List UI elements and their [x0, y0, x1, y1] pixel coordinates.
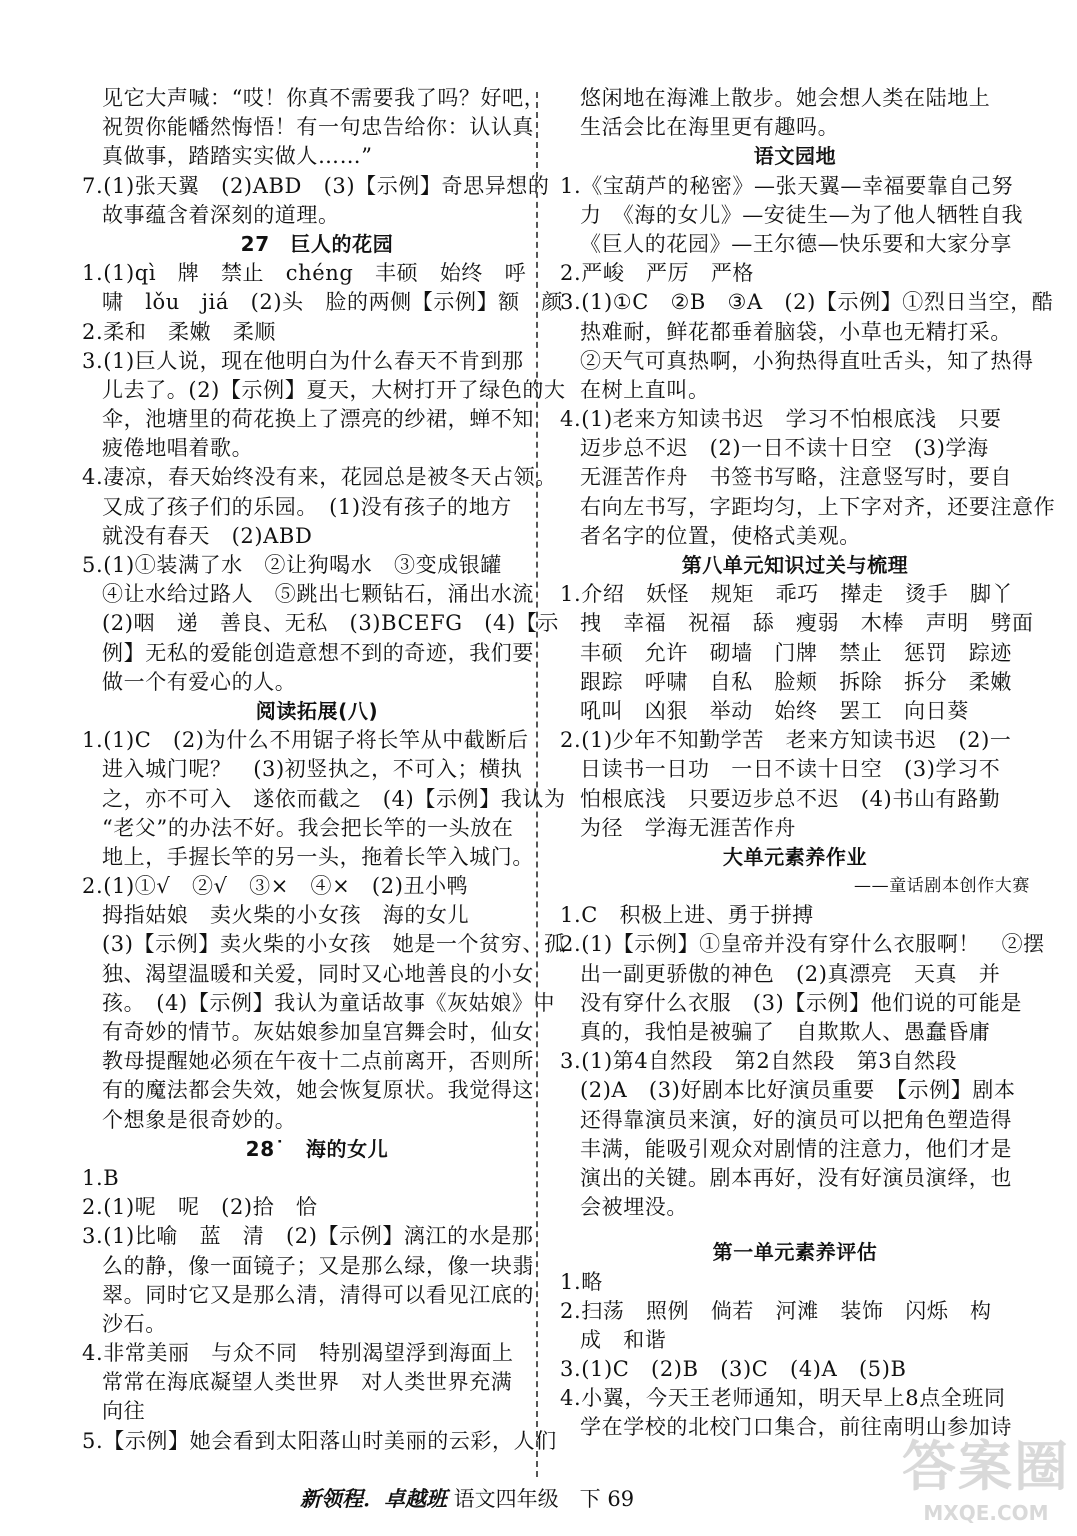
- text-line: 1.C 积极上进、勇于拼搏: [560, 903, 814, 928]
- text-line: 3.(1)比喻 蓝 清 (2)【示例】漓江的水是那: [82, 1224, 534, 1249]
- text-line: 3.(1)巨人说，现在他明白为什么春天不肯到那: [82, 348, 524, 373]
- text-line: 4.(1)老来方知读书迟 学习不怕根底浅 只要: [560, 407, 1002, 432]
- section-heading: 大单元素养作业: [722, 844, 868, 869]
- left-column: [82, 84, 566, 1456]
- text-line: “老父”的办法不好。我会把长竿的一头放在: [102, 815, 514, 840]
- right-column: [560, 84, 1056, 1443]
- text-line: 之，亦不可入 遂依而截之 (4)【示例】我认为: [102, 786, 566, 811]
- text-line: 个想象是很奇妙的。: [102, 1107, 297, 1132]
- watermark-text: 答案圈: [902, 1435, 1070, 1498]
- page-footer: [300, 1484, 634, 1514]
- text-line: 独、渴望温暖和关爱，同时又心地善良的小女: [102, 961, 534, 986]
- text-line: 3.(1)①C ②B ③A (2)【示例】①烈日当空，酷: [560, 290, 1054, 315]
- text-line: 向往: [102, 1399, 146, 1424]
- text-line: [560, 1222, 1030, 1238]
- text-line: 演出的关键。剧本再好，没有好演员演绎，也: [580, 1165, 1012, 1190]
- text-line: 拇指姑娘 卖火柴的小女孩 海的女儿: [102, 903, 470, 928]
- text-line: 1.(1)C (2)为什么不用锯子将长竿从中截断后: [82, 728, 529, 753]
- text-line: 4.小翼，今天王老师通知，明天早上8点全班同: [560, 1386, 1006, 1411]
- text-line: 2.(1)①√ ②√ ③× ④× (2)丑小鸭: [82, 874, 469, 899]
- text-line: 1.《宝葫芦的秘密》—张天翼—幸福要靠自己努: [560, 173, 1014, 198]
- text-line: 翠。同时它又是那么清，清得可以看见江底的: [102, 1282, 534, 1307]
- text-line: 2.(1)少年不知勤学苦 老来方知读书迟 (2)一: [560, 728, 1012, 753]
- text-line: 热难耐，鲜花都垂着脑袋，小草也无精打采。: [580, 319, 1012, 344]
- text-line: 真做事，踏踏实实做人……”: [102, 144, 373, 169]
- text-line: 2.(1)呢 呢 (2)拾 恰: [82, 1195, 318, 1220]
- text-line: 力 《海的女儿》—安徒生—为了他人牺牲自我: [580, 202, 1024, 227]
- text-line: (2)咽 递 善良、无私 (3)BCEFG (4)【示: [102, 611, 560, 636]
- text-line: 迈步总不迟 (2)一日不读十日空 (3)学海: [580, 436, 989, 461]
- text-line: 有奇妙的情节。灰姑娘参加皇宫舞会时，仙女: [102, 1020, 534, 1044]
- text-line: 《巨人的花园》—王尔德—快乐要和大家分享: [580, 231, 1012, 256]
- footer-subject: 语文四年级 下: [453, 1487, 601, 1511]
- text-line: 进入城门呢？ (3)初竖执之，不可入；横执: [102, 757, 523, 782]
- text-line: 5.【示例】她会看到太阳落山时美丽的云彩，人们: [82, 1428, 557, 1453]
- text-line: 2.严峻 严厉 严格: [560, 261, 755, 286]
- watermark-url: MXQE.COM: [923, 1501, 1049, 1525]
- text-line: 会被埋没。: [580, 1195, 688, 1220]
- text-line: 4.非常美丽 与众不同 特别渴望浮到海面上: [82, 1341, 514, 1366]
- section-heading: 第八单元知识过关与梳理: [681, 553, 909, 577]
- text-line: 丰硕 允许 砌墙 门牌 禁止 惩罚 踪迹: [580, 640, 1012, 665]
- text-line: ②天气可真热啊，小狗热得直吐舌头，知了热得: [580, 348, 1034, 373]
- text-line: 啸 lǒu jiá (2)头 脸的两侧【示例】额 颜: [102, 290, 563, 315]
- text-line: 故事蕴含着深刻的道理。: [102, 202, 340, 227]
- text-line: 1.略: [560, 1269, 603, 1294]
- text-line: 有的魔法都会失效，她会恢复原状。我觉得这: [102, 1078, 534, 1103]
- text-line: (3)【示例】卖火柴的小女孩 她是一个贫穷、孤: [102, 932, 566, 957]
- text-line: 3.(1)第4自然段 第2自然段 第3自然段: [560, 1049, 958, 1074]
- section-heading: 28˙ 海的女儿: [245, 1136, 389, 1161]
- section-heading: 27 巨人的花园: [240, 231, 394, 256]
- text-line: 学在学校的北校门口集合，前往南明山参加诗: [580, 1415, 1012, 1440]
- text-line: 丰满，能吸引观众对剧情的注意力，他们才是: [580, 1136, 1012, 1161]
- text-line: 例】无私的爱能创造意想不到的奇迹，我们要: [102, 640, 534, 665]
- text-line: 右向左书写，字距均匀，上下字对齐，还要注意作: [580, 494, 1056, 519]
- text-line: 教母提醒她必须在午夜十二点前离开，否则所: [102, 1049, 534, 1074]
- text-line: 吼叫 凶狠 举动 始终 罢工 向日葵: [580, 698, 969, 723]
- text-line: 就没有春天 (2)ABD: [102, 523, 313, 548]
- text-line: 儿去了。(2)【示例】夏天，大树打开了绿色的大: [102, 377, 566, 402]
- text-line: 4.凄凉，春天始终没有来，花园总是被冬天占领。: [82, 465, 557, 490]
- text-line: 又成了孩子们的乐园。 (1)没有孩子的地方: [102, 494, 512, 519]
- text-line: 跟踪 呼啸 自私 脸颊 拆除 拆分 柔嫩: [580, 669, 1012, 694]
- text-line: ④让水给过路人 ⑤跳出七颗钻石，涌出水流: [102, 582, 534, 607]
- text-line: 常常在海底凝望人类世界 对人类世界充满: [102, 1370, 513, 1395]
- text-line: 地上，手握长竿的另一头，拖着长竿入城门。: [102, 844, 534, 869]
- text-line: 还得靠演员来演，好的演员可以把角色塑造得: [580, 1107, 1012, 1132]
- text-line: 出一副更骄傲的神色 (2)真漂亮 天真 并: [580, 961, 1001, 986]
- text-line: 沙石。: [102, 1311, 167, 1336]
- text-line: 孩。 (4)【示例】我认为童话故事《灰姑娘》中: [102, 990, 556, 1015]
- text-line: 伞，池塘里的荷花换上了漂亮的纱裙，蝉不知: [102, 407, 534, 432]
- text-line: 无涯苦作舟 书签书写略，注意竖写时，要自: [580, 465, 1012, 490]
- text-line: 见它大声喊：“哎！你真不需要我了吗？好吧，: [102, 86, 546, 110]
- page-number: 69: [607, 1487, 635, 1511]
- text-line: 2.柔和 柔嫩 柔顺: [82, 319, 277, 344]
- text-line: 者名字的位置，使格式美观。: [580, 523, 861, 548]
- text-line: 在树上直叫。: [580, 377, 710, 402]
- text-line: 拽 幸福 祝福 舔 瘦弱 木棒 声明 劈面: [580, 611, 1034, 636]
- text-line: 生活会比在海里更有趣吗。: [580, 115, 840, 140]
- text-line: 日读书一日功 一日不读十日空 (3)学习不: [580, 757, 1001, 782]
- watermark-logo: [897, 1434, 1075, 1534]
- text-line: 没有穿什么衣服 (3)【示例】他们说的可能是: [580, 990, 1022, 1015]
- section-heading: 阅读拓展(八): [255, 698, 379, 723]
- text-line: 成 和谐: [580, 1327, 667, 1352]
- text-line: 3.(1)C (2)B (3)C (4)A (5)B: [560, 1357, 907, 1382]
- text-line: (2)A (3)好剧本比好演员重要 【示例】剧本: [580, 1078, 1016, 1103]
- column-divider: [536, 92, 538, 1477]
- text-line: 7.(1)张天翼 (2)ABD (3)【示例】奇思异想的: [82, 173, 550, 198]
- text-line: 么的静，像一面镜子；又是那么绿，像一块翡: [102, 1253, 534, 1278]
- text-line: 为径 学海无涯苦作舟: [580, 815, 796, 840]
- text-line: ——童话剧本创作大赛: [854, 876, 1030, 897]
- text-line: 做一个有爱心的人。: [102, 669, 297, 694]
- text-line: 1.(1)qì 牌 禁止 chéng 丰硕 始终 呼: [82, 261, 527, 286]
- text-line: 祝贺你能幡然悔悟！有一句忠告给你：认认真: [102, 115, 534, 140]
- text-line: 1.介绍 妖怪 规矩 乖巧 撵走 烫手 脚丫: [560, 582, 1014, 607]
- footer-brand: 新领程．卓越班: [300, 1486, 447, 1511]
- text-line: 真的，我怕是被骗了 自欺欺人、愚蠢昏庸: [580, 1020, 991, 1044]
- text-line: 1.B: [82, 1165, 120, 1190]
- text-line: 疲倦地唱着歌。: [102, 436, 254, 461]
- text-line: 悠闲地在海滩上散步。她会想人类在陆地上: [580, 86, 991, 110]
- text-line: 怕根底浅 只要迈步总不迟 (4)书山有路勤: [580, 786, 1001, 811]
- text-line: 2.(1)【示例】①皇帝并没有穿什么衣服啊！ ②摆: [560, 932, 1045, 957]
- section-heading: 第一单元素养评估: [712, 1240, 878, 1265]
- text-line: 5.(1)①装满了水 ②让狗喝水 ③变成银罐: [82, 553, 502, 577]
- text-line: 2.扫荡 照例 倘若 河滩 装饰 闪烁 构: [560, 1298, 992, 1323]
- section-heading: 语文园地: [753, 144, 837, 169]
